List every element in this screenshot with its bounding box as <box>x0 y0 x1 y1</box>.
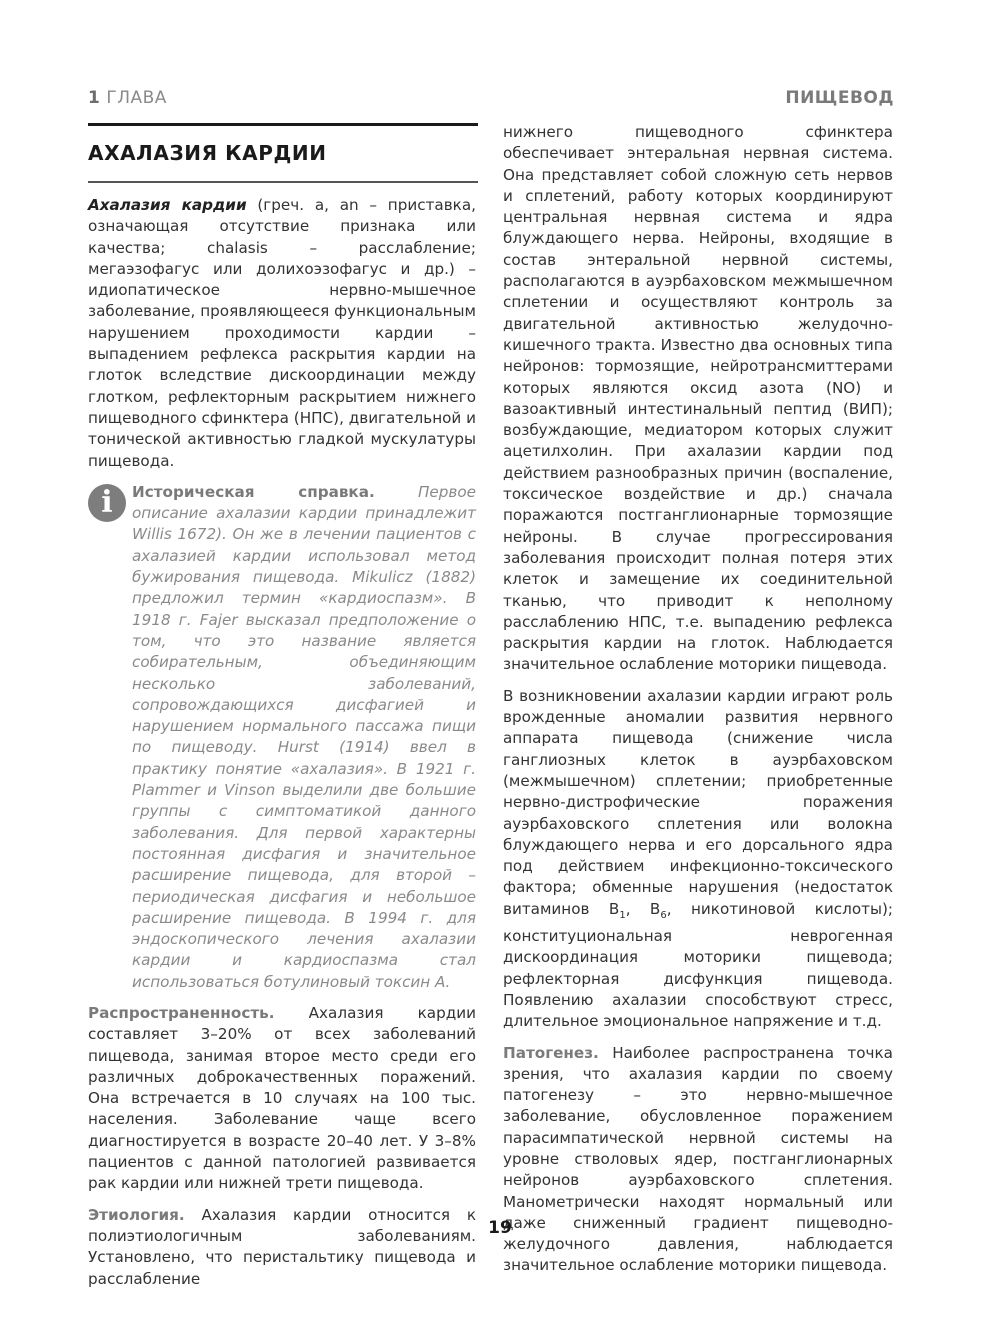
prevalence-lead: Распространенность. <box>88 1003 275 1022</box>
running-header-section: ПИЩЕВОД <box>785 88 894 108</box>
pathogenesis-paragraph <box>503 1043 893 1277</box>
historical-note <box>88 482 476 993</box>
pathogenesis-text: Наиболее распространена точка зрения, что ахалазия кардии по своему патогенезу – это нервно-мышечное заболевание, обусловленное поражением парасимпатической нервной системы на уровне стволовых ядер, постганглионарных нейронов ауэрбаховского сплетения. Манометрически находят нормальный или даже сниженный градиент пищеводно-желудочного давления, наблюдается значительное ослабление моторики пищевода. <box>503 1043 893 1275</box>
pathogenesis-lead: Патогенез. <box>503 1043 599 1062</box>
enteric-nervous-system-paragraph: нижнего пищеводного сфинктера обеспечивает энтеральная нервная система. Она представляет собой сложную сеть нервов и сплетений, работу которых координируют центральная нервная система и ядра блуждающего нерва. Нейроны, входящие в состав энтеральной нервной системы, располагаются в ауэрбаховском межмышечном сплетении и осуществляют контроль за двигательной активностью желудочно-кишечного тракта. Известно два основных типа нейронов: тормозящие, нейротрансмиттерами которых являются оксид азота (NO) и вазоактивный интестинальный пептид (ВИП); возбуждающие, медиатором которых служит ацетилхолин. При ахалазии кардии под действием разнообразных причин (воспаление, токсическое воздействие и др.) сначала поражаются постганглионарные тормозящие нейроны. В случае прогрессирования заболевания происходит полная потеря этих клеток и замещение их соединительной тканью, что приводит к неполному расслаблению НПС, т.е. выпадению рефлекса раскрытия кардии на глоток. Наблюдается значительное ослабление моторики пищевода. <box>503 123 893 674</box>
chapter-number: 1 <box>88 88 101 108</box>
historical-note-lead: Историческая справка. <box>132 482 375 501</box>
prevalence-text: Ахалазия кардии составляет 3–20% от всех заболеваний пищевода, занимая второе место среди его различных доброкачественных поражений. Она встречается в 10 случаях на 100 тыс. населения. Заболевание чаще всего диагностируется в возрасте 20–40 лет. У 3–8% пациентов с данной патологией развивается рак кардии или нижней трети пищевода. <box>88 1003 476 1193</box>
right-column <box>503 122 893 1287</box>
page-number: 19 <box>488 1218 512 1238</box>
title-rule-top <box>88 123 478 126</box>
etiology-text: Ахалазия кардии относится к полиэтиологичным заболеваниям. Установлено, что перистальтику пищевода и расслабление <box>88 1205 476 1288</box>
causes-text-b: , B <box>625 899 661 918</box>
etiology-lead: Этиология. <box>88 1205 185 1224</box>
running-header-chapter <box>88 88 167 108</box>
subscript-1: 1 <box>619 909 626 921</box>
causes-text-a: В возникновении ахалазии кардии играют роль врожденные аномалии развития нервного аппарата пищевода (снижение числа ганглиозных клеток в ауэрбаховском (межмышечном) сплетении; приобретенные нервно-дистрофические поражения ауэрбаховского сплетения или волокна блуждающего нерва и его дорсального ядра под действием инфекционно-токсического фактора; обменные нарушения (недостаток витаминов B <box>503 686 893 918</box>
chapter-label: ГЛАВА <box>106 88 167 108</box>
causes-paragraph <box>503 686 893 1033</box>
definition-text: (греч. a, an – приставка, означающая отсутствие признака или качества; chalasis – расслабление; мегаэзофагус или долихоэзофагус и др.) – идиопатическое нервно-мышечное заболевание, проявляющееся функциональным нарушением проходимости кардии – выпадением рефлекса раскрытия кардии на глоток вследствие дискоординации между глотком, рефлекторным раскрытием нижнего пищеводного сфинктера (НПС), двигательной и тонической активностью гладкой мускулатуры пищевода. <box>88 196 476 470</box>
left-column <box>88 195 476 1300</box>
title-rule-bottom <box>88 181 478 183</box>
page-title: АХАЛАЗИЯ КАРДИИ <box>88 141 327 165</box>
historical-note-text: Первое описание ахалазии кардии принадлежит Willis 1672). Он же в лечении пациентов с ахалазией кардии использовал метод бужирования пищевода. Mikulicz (1882) предложил термин «кардиоспазм». В 1918 г. Fajer высказал предположение о том, что это название является собирательным, объединяющим несколько заболеваний, сопровождающихся дисфагией и нарушением нормального пассажа пищи по пищеводу. Hurst (1914) ввел в практику понятие «ахалазия». В 1921 г. Plammer и Vinson выделили две большие группы с симптоматикой данного заболевания. Для первой характерны постоянная дисфагия и значительное расширение пищевода, для второй – периодическая дисфагия и небольшое расширение пищевода. В 1994 г. для эндоскопического лечения ахалазии кардии и кардиоспазма стал использоваться ботулиновый токсин А. <box>132 482 476 991</box>
definition-paragraph <box>88 195 476 472</box>
info-icon: i <box>88 484 126 522</box>
causes-text-c: , никотиновой кислоты); конституциональная неврогенная дискоординация моторики пищевода; рефлекторная дисфункция пищевода. Появлению ахалазии способствуют стресс, длительное эмоциональное напряжение и т.д. <box>503 899 893 1031</box>
subscript-6: 6 <box>660 909 667 921</box>
prevalence-paragraph <box>88 1003 476 1195</box>
definition-term: Ахалазия кардии <box>88 196 247 214</box>
